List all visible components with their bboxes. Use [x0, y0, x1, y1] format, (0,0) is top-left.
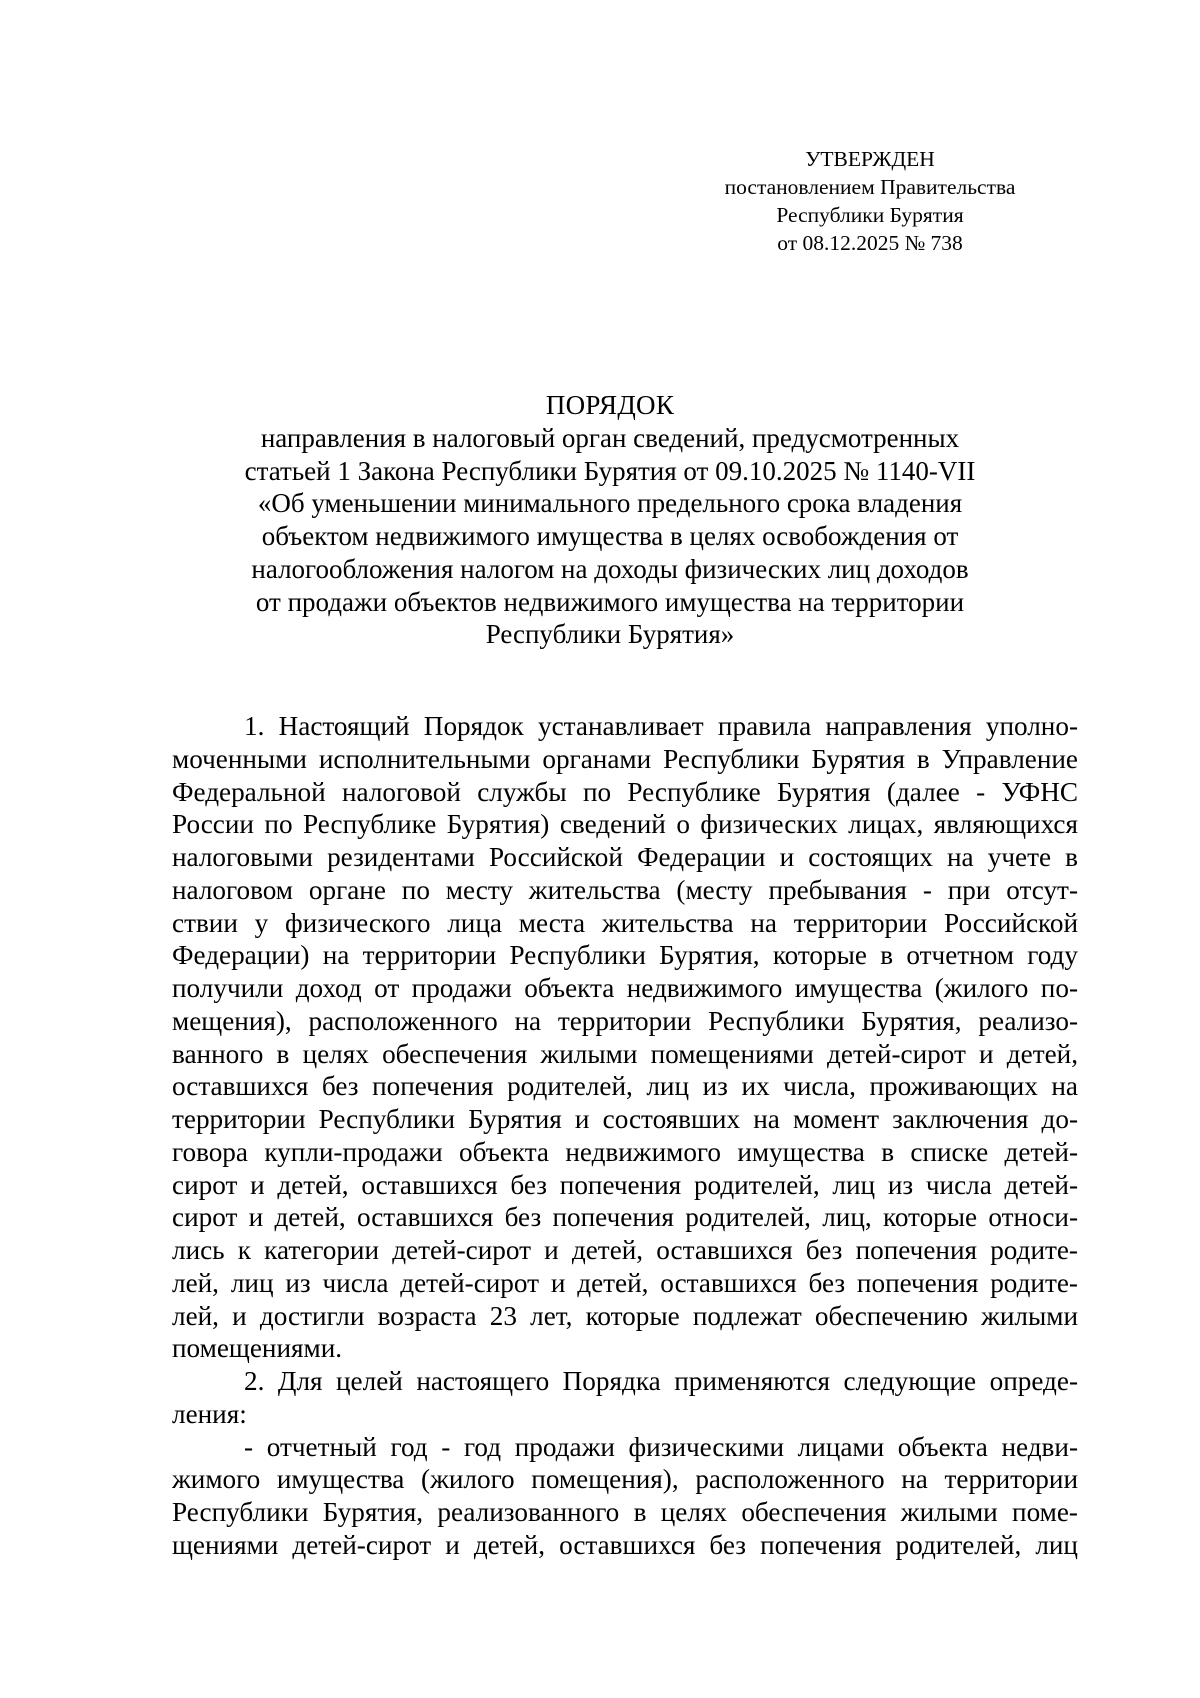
title-line: от продажи объектов недвижимого имущества на территории: [255, 586, 965, 617]
title-line: Республики Бурятия»: [485, 619, 735, 650]
paragraph-1-line: моченными исполнительными органами Республики Бурятия в Управление: [172, 743, 1078, 774]
paragraph-1-line: территории Республики Бурятия и состоявших на момент заключения до-: [172, 1104, 1078, 1134]
paragraph-1-line: лись к категории детей-сирот и детей, оставшихся без попечения родите-: [172, 1235, 1078, 1265]
paragraph-2-line: ления:: [172, 1398, 247, 1429]
paragraph-1-line: лей, лиц из числа детей-сирот и детей, оставшихся без попечения родите-: [172, 1267, 1078, 1298]
approval-heading: УТВЕРЖДЕН: [805, 147, 935, 171]
document-body: [172, 710, 1078, 1562]
paragraph-1-line: Федеральной налоговой службы по Республике Бурятия (далее - УФНС: [172, 776, 1078, 807]
definition-line: жимого имущества (жилого помещения), расположенного на территории: [172, 1464, 1078, 1495]
approval-date-number: от 08.12.2025 № 738: [777, 231, 963, 255]
document-title: ПОРЯДОК: [545, 390, 675, 420]
paragraph-1-line: налоговом органе по месту жительства (месту пребывания - при отсут-: [172, 874, 1078, 905]
approval-stamp-block: [620, 145, 1120, 257]
paragraph-1-line: ствии у физического лица места жительства на территории Российской: [172, 907, 1078, 938]
paragraph-1-line: помещениями.: [172, 1333, 343, 1364]
paragraph-1-line: налоговыми резидентами Российской Федерации и состоящих на учете в: [172, 842, 1078, 872]
title-line: объектом недвижимого имущества в целях освобождения от: [261, 521, 959, 552]
paragraph-1-line: лей, и достигли возраста 23 лет, которые подлежат обеспечению жилыми: [172, 1300, 1078, 1331]
paragraph-1-line: 1. Настоящий Порядок устанавливает правила направления уполно-: [244, 711, 1078, 741]
title-line: статьей 1 Закона Республики Бурятия от 09.10.2025 № 1140-VII: [244, 455, 976, 486]
title-line: направления в налоговый орган сведений, предусмотренных: [260, 423, 960, 453]
paragraph-1-line: Федерации) на территории Республики Бурятия, которые в отчетном году: [172, 940, 1078, 971]
title-line: «Об уменьшении минимального предельного срока владения: [257, 488, 963, 519]
paragraph-1-line: ванного в целях обеспечения жилыми помещениями детей-сирот и детей,: [172, 1038, 1078, 1069]
paragraph-1-line: сирот и детей, оставшихся без попечения родителей, лиц, которые относи-: [172, 1202, 1078, 1233]
approval-line: Республики Бурятия: [776, 203, 964, 227]
paragraph-2-line: 2. Для целей настоящего Порядка применяются следующие опреде-: [244, 1366, 1078, 1396]
paragraph-1-line: оставшихся без попечения родителей, лиц из их числа, проживающих на: [172, 1071, 1078, 1102]
paragraph-1-line: говора купли-продажи объекта недвижимого имущества в списке детей-: [172, 1136, 1078, 1167]
title-line: налогообложения налогом на доходы физических лиц доходов: [251, 553, 969, 584]
paragraph-1-line: мещения), расположенного на территории Республики Бурятия, реализо-: [172, 1005, 1078, 1036]
paragraph-1-line: России по Республике Бурятия) сведений о физических лицах, являющихся: [172, 809, 1078, 840]
approval-line: постановлением Правительства: [724, 175, 1016, 199]
document-title-block: [170, 388, 1050, 651]
paragraph-1-line: сирот и детей, оставшихся без попечения родителей, лиц из числа детей-: [172, 1169, 1078, 1200]
definition-line: щениями детей-сирот и детей, оставшихся без попечения родителей, лиц: [172, 1529, 1078, 1560]
definition-line: Республики Бурятия, реализованного в целях обеспечения жилыми поме-: [172, 1497, 1078, 1527]
definition-line: - отчетный год - год продажи физическими лицами объекта недви-: [244, 1431, 1078, 1462]
paragraph-1-line: получили доход от продажи объекта недвижимого имущества (жилого по-: [172, 973, 1078, 1003]
